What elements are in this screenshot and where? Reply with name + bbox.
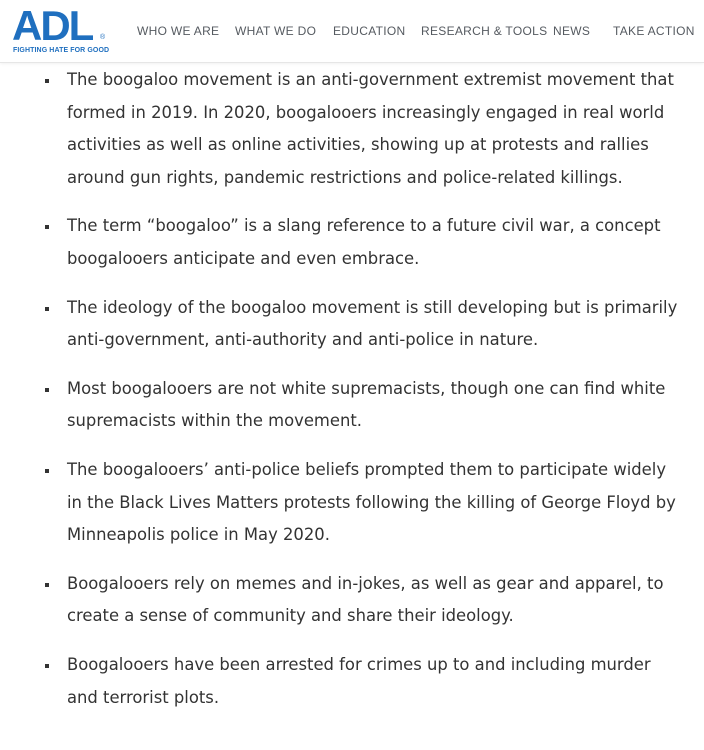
bullet-marker [45,583,49,587]
list-item-text: Boogalooers rely on memes and in-jokes, as well as gear and apparel, to create a sense of community and share their ideology. [67,573,664,626]
bullet-marker [45,225,49,229]
bullet-marker [45,388,49,392]
key-points-list [0,64,704,714]
logo-mark: ADL [12,2,93,49]
list-item-text: The boogaloo movement is an anti-government extremist movement that formed in 2019. In 2020, boogalooers increasingly engaged in real world activities as well as online activities, showing up at protests and rallies around gun rights, pandemic restrictions and police-related killings. [67,70,674,187]
list-item-text: Most boogalooers are not white supremacists, though one can find white supremacists within the movement. [67,378,666,431]
list-item [0,454,704,552]
list-item [0,568,704,633]
article-content [0,62,704,714]
list-item-text: The term “boogaloo” is a slang reference to a future civil war, a concept boogalooers anticipate and even embrace. [67,216,661,268]
bullet-marker [45,469,49,473]
list-item-text: Boogalooers have been arrested for crimes up to and including murder and terrorist plots. [67,654,651,707]
nav-who-we-are[interactable]: WHO WE ARE [137,24,220,38]
logo-tagline: FIGHTING HATE FOR GOOD [13,47,110,54]
list-item [0,292,704,357]
nav-research-tools[interactable]: RESEARCH & TOOLS [421,24,548,38]
registered-mark: ® [100,34,106,41]
site-header [0,0,704,63]
list-item [0,210,704,275]
nav-news[interactable]: NEWS [553,24,591,38]
list-item-text: The ideology of the boogaloo movement is still developing but is primarily anti-government, anti-authority and anti-police in nature. [67,297,678,350]
list-item-text: The boogalooers’ anti-police beliefs prompted them to participate widely in the Black Lives Matters protests following the killing of George Floyd by Minneapolis police in May 2020. [67,459,676,545]
main-nav [0,0,704,62]
list-item [0,649,704,714]
list-item [0,373,704,438]
bullet-marker [45,664,49,668]
nav-take-action[interactable]: TAKE ACTION [613,24,695,38]
nav-what-we-do[interactable]: WHAT WE DO [235,24,317,38]
bullet-marker [45,307,49,311]
list-item [0,64,704,194]
nav-education[interactable]: EDUCATION [333,24,406,38]
bullet-marker [45,79,49,83]
